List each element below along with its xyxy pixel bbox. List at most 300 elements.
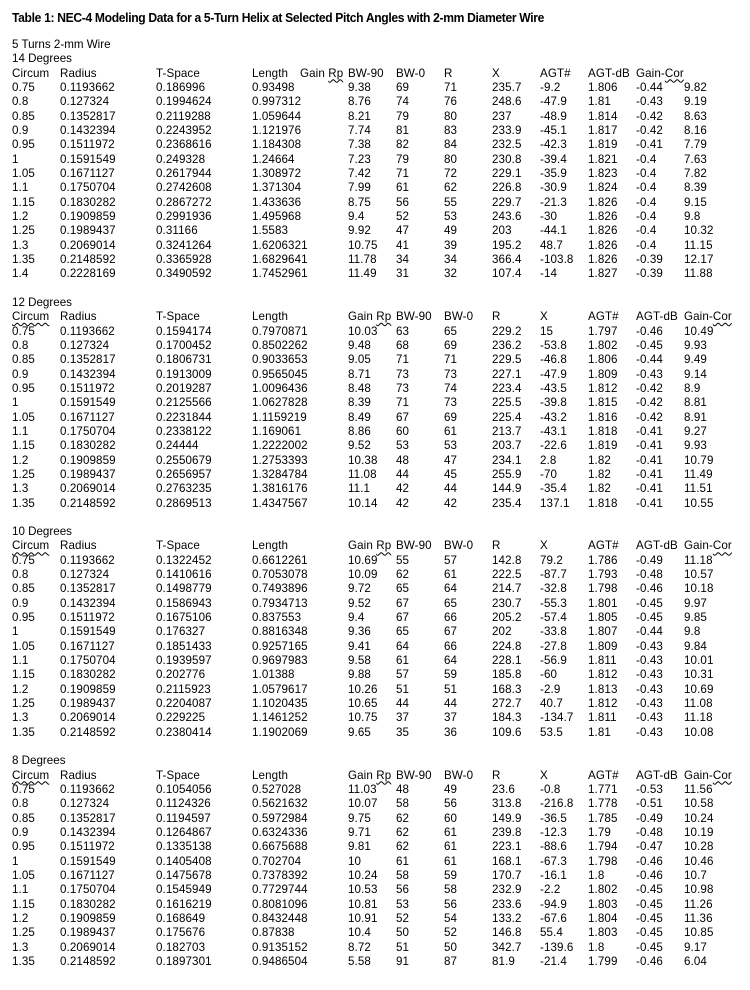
cell-gain-rp: 8.48	[348, 381, 371, 395]
cell-length: 0.93498	[252, 80, 295, 94]
cell-x: -216.8	[540, 797, 574, 811]
cell-agt-db: -0.4	[636, 209, 657, 223]
column-header-bw-0: BW-0	[444, 539, 474, 553]
cell-r: 226.8	[492, 181, 522, 195]
cell-gain-rp: 10.4	[348, 926, 371, 940]
cell-circum: 1.25	[12, 926, 35, 940]
cell-x: -48.9	[540, 109, 567, 123]
cell-bw-90: 55	[396, 553, 410, 567]
cell-bw-90: 67	[396, 611, 410, 625]
cell-agt: 1.806	[588, 353, 618, 367]
cell-gain-cor: 9.17	[684, 940, 707, 954]
cell-radius: 0.1511972	[60, 138, 115, 152]
cell-gain-rp: 7.74	[348, 123, 371, 137]
cell-bw-90: 50	[396, 926, 410, 940]
cell-x: -139.6	[540, 940, 574, 954]
cell-agt-db: -0.44	[636, 80, 663, 94]
column-header-bw-0: BW-0	[444, 310, 474, 324]
cell-circum: 0.95	[12, 840, 35, 854]
cell-r: 133.2	[492, 912, 522, 926]
cell-circum: 0.75	[12, 80, 35, 94]
cell-x: -88.6	[540, 840, 567, 854]
cell-bw-0: 80	[444, 109, 458, 123]
cell-radius: 0.1432394	[60, 367, 116, 381]
cell-radius: 0.1511972	[60, 840, 115, 854]
cell-circum: 1.3	[12, 711, 29, 725]
cell-gain-cor: 8.81	[684, 396, 707, 410]
cell-length: 0.7493896	[252, 582, 308, 596]
cell-radius: 0.1750704	[60, 654, 116, 668]
cell-t-space: 0.1054056	[156, 783, 212, 797]
table-row	[0, 425, 750, 439]
cell-radius: 0.1511972	[60, 611, 115, 625]
table-row	[0, 597, 750, 611]
table-row	[0, 941, 750, 955]
section-spacer	[0, 282, 750, 296]
cell-gain-cor: 10.98	[684, 883, 714, 897]
cell-length: 0.7970871	[252, 324, 308, 338]
cell-length: 1.5583	[252, 224, 289, 238]
cell-agt: 1.82	[588, 453, 611, 467]
cell-gain-cor: 9.82	[684, 80, 707, 94]
table-row	[0, 411, 750, 425]
cell-x: -22.6	[540, 439, 567, 453]
table-row	[0, 267, 750, 281]
cell-length: 0.9033653	[252, 353, 308, 367]
cell-x: -39.8	[540, 396, 567, 410]
cell-radius: 0.1432394	[60, 826, 116, 840]
cell-agt: 1.804	[588, 912, 618, 926]
cell-r: 229.2	[492, 324, 522, 338]
cell-gain-cor: 11.36	[684, 912, 713, 926]
cell-radius: 0.1989437	[60, 224, 116, 238]
cell-gain-rp: 11.03	[348, 783, 377, 797]
cell-radius: 0.1989437	[60, 467, 116, 481]
cell-bw-90: 67	[396, 410, 410, 424]
cell-gain-rp: 9.41	[348, 639, 371, 653]
cell-r: 203.7	[492, 439, 522, 453]
cell-gain-rp: 8.75	[348, 195, 371, 209]
cell-circum: 1.15	[12, 195, 35, 209]
cell-length: 1.1159219	[252, 410, 307, 424]
cell-gain-cor: 11.18	[684, 711, 713, 725]
cell-bw-0: 69	[444, 410, 458, 424]
cell-bw-90: 73	[396, 367, 410, 381]
cell-agt: 1.821	[588, 152, 618, 166]
cell-bw-0: 76	[444, 95, 458, 109]
cell-x: -57.4	[540, 611, 567, 625]
cell-radius: 0.1750704	[60, 883, 116, 897]
cell-x: -2.9	[540, 682, 561, 696]
cell-x: -12.3	[540, 826, 567, 840]
cell-agt: 1.816	[588, 410, 618, 424]
cell-r: 146.8	[492, 926, 522, 940]
cell-gain-rp: 10.03	[348, 324, 378, 338]
cell-bw-0: 44	[444, 697, 458, 711]
cell-circum: 1	[12, 854, 19, 868]
cell-agt: 1.785	[588, 811, 618, 825]
table-row	[0, 955, 750, 969]
cell-gain-rp: 11.1	[348, 482, 371, 496]
cell-agt: 1.819	[588, 439, 618, 453]
cell-bw-90: 81	[396, 123, 410, 137]
cell-gain-rp: 10.65	[348, 697, 378, 711]
cell-radius: 0.127324	[60, 95, 110, 109]
cell-agt: 1.793	[588, 568, 618, 582]
cell-gain-cor: 9.8	[684, 625, 701, 639]
cell-agt: 1.826	[588, 195, 618, 209]
cell-circum: 1.35	[12, 496, 35, 510]
column-header-circum: Circum	[12, 768, 50, 782]
cell-gain-cor: 11.51	[684, 482, 713, 496]
table-row	[0, 339, 750, 353]
cell-bw-90: 52	[396, 912, 410, 926]
cell-circum: 0.8	[12, 797, 29, 811]
cell-agt: 1.82	[588, 467, 611, 481]
cell-bw-90: 44	[396, 697, 410, 711]
cell-gain-rp: 10.91	[348, 912, 378, 926]
cell-gain-cor: 10.58	[684, 797, 714, 811]
cell-r: 230.7	[492, 596, 522, 610]
table-row	[0, 396, 750, 410]
cell-r: 255.9	[492, 467, 522, 481]
cell-bw-90: 61	[396, 181, 410, 195]
cell-agt-db: -0.4	[636, 152, 657, 166]
cell-gain-rp: 10.38	[348, 453, 378, 467]
cell-r: 342.7	[492, 940, 522, 954]
cell-circum: 0.9	[12, 826, 29, 840]
cell-circum: 0.95	[12, 138, 35, 152]
cell-radius: 0.1909859	[60, 209, 116, 223]
cell-bw-0: 52	[444, 926, 458, 940]
cell-agt: 1.812	[588, 668, 618, 682]
table-row	[0, 81, 750, 95]
table-row	[0, 325, 750, 339]
cell-gain-cor: 9.27	[684, 424, 707, 438]
cell-t-space: 0.1616219	[156, 897, 212, 911]
cell-agt-db: -0.42	[636, 123, 663, 137]
cell-radius: 0.1352817	[60, 109, 116, 123]
cell-circum: 1.05	[12, 166, 35, 180]
cell-bw-90: 52	[396, 209, 410, 223]
cell-agt-db: -0.41	[636, 453, 663, 467]
cell-radius: 0.1591549	[60, 152, 116, 166]
cell-agt-db: -0.46	[636, 869, 663, 883]
column-header-bw-90: BW-90	[348, 66, 384, 80]
table-row	[0, 783, 750, 797]
cell-agt-db: -0.45	[636, 596, 663, 610]
cell-r: 223.1	[492, 840, 522, 854]
cell-gain-cor: 8.9	[684, 381, 701, 395]
cell-agt: 1.809	[588, 639, 618, 653]
cell-agt-db: -0.45	[636, 338, 663, 352]
table-row	[0, 468, 750, 482]
cell-radius: 0.1352817	[60, 811, 116, 825]
cell-bw-90: 62	[396, 840, 410, 854]
cell-t-space: 0.2338122	[156, 424, 212, 438]
cell-gain-rp: 7.23	[348, 152, 371, 166]
cell-circum: 0.9	[12, 367, 29, 381]
column-header-gain-rp: Gain Rp	[300, 66, 344, 80]
cell-agt: 1.82	[588, 482, 611, 496]
cell-gain-cor: 10.31	[684, 668, 714, 682]
subtitle: 5 Turns 2-mm Wire	[12, 38, 111, 51]
cell-agt: 1.778	[588, 797, 618, 811]
column-header-t-space: T-Space	[156, 768, 200, 782]
column-header-radius: Radius	[60, 310, 97, 324]
cell-agt: 1.797	[588, 324, 618, 338]
cell-agt: 1.818	[588, 424, 618, 438]
cell-radius: 0.1432394	[60, 596, 116, 610]
cell-radius: 0.1671127	[60, 639, 115, 653]
cell-x: 55.4	[540, 926, 563, 940]
cell-agt-db: -0.41	[636, 439, 663, 453]
cell-r: 142.8	[492, 553, 522, 567]
cell-agt-db: -0.45	[636, 611, 663, 625]
cell-bw-0: 59	[444, 668, 458, 682]
column-header-bw-90: BW-90	[396, 768, 432, 782]
cell-t-space: 0.2867272	[156, 195, 212, 209]
cell-x: -53.8	[540, 338, 567, 352]
cell-t-space: 0.2125566	[156, 396, 212, 410]
cell-r: 232.5	[492, 138, 522, 152]
cell-agt-db: -0.39	[636, 252, 663, 266]
cell-gain-cor: 11.15	[684, 238, 713, 252]
table-row	[0, 611, 750, 625]
cell-x: -21.4	[540, 955, 567, 968]
cell-x: -46.8	[540, 353, 567, 367]
cell-bw-0: 47	[444, 453, 458, 467]
cell-t-space: 0.1498779	[156, 582, 212, 596]
table-header-row	[0, 67, 750, 81]
column-header-t-space: T-Space	[156, 539, 200, 553]
cell-bw-0: 73	[444, 396, 458, 410]
cell-gain-rp: 8.21	[348, 109, 371, 123]
column-header-gain-cor: Gain-Cor	[684, 768, 732, 782]
cell-agt: 1.799	[588, 955, 618, 968]
cell-gain-rp: 10.81	[348, 897, 378, 911]
column-header-gain-cor: Gain-Cor	[684, 310, 732, 324]
cell-gain-cor: 10.28	[684, 840, 714, 854]
cell-agt: 1.798	[588, 854, 618, 868]
cell-length: 0.8432448	[252, 912, 308, 926]
cell-bw-0: 74	[444, 381, 458, 395]
cell-agt-db: -0.43	[636, 668, 663, 682]
cell-agt-db: -0.53	[636, 783, 663, 797]
table-row	[0, 797, 750, 811]
cell-gain-cor: 10.19	[684, 826, 714, 840]
column-header-x: X	[492, 66, 500, 80]
cell-bw-0: 83	[444, 123, 458, 137]
cell-gain-rp: 11.08	[348, 467, 377, 481]
cell-bw-90: 63	[396, 324, 410, 338]
cell-gain-cor: 8.63	[684, 109, 707, 123]
cell-x: -36.5	[540, 811, 567, 825]
cell-bw-90: 44	[396, 467, 410, 481]
cell-r: 227.1	[492, 367, 522, 381]
column-header-radius: Radius	[60, 768, 97, 782]
cell-bw-0: 71	[444, 353, 458, 367]
table-row	[0, 883, 750, 897]
table-row	[0, 153, 750, 167]
section-8-degrees	[0, 754, 750, 969]
cell-gain-cor: 10.32	[684, 224, 714, 238]
cell-length: 0.7729744	[252, 883, 308, 897]
cell-t-space: 0.2119288	[156, 109, 211, 123]
cell-agt-db: -0.51	[636, 797, 663, 811]
table-row	[0, 898, 750, 912]
cell-circum: 0.85	[12, 109, 35, 123]
cell-bw-0: 80	[444, 152, 458, 166]
cell-gain-rp: 7.99	[348, 181, 371, 195]
cell-length: 0.87838	[252, 926, 295, 940]
cell-t-space: 0.229225	[156, 711, 206, 725]
cell-bw-0: 56	[444, 897, 458, 911]
cell-bw-90: 69	[396, 80, 410, 94]
cell-length: 0.7934713	[252, 596, 308, 610]
cell-t-space: 0.2368616	[156, 138, 212, 152]
cell-length: 1.184308	[252, 138, 302, 152]
table-row	[0, 726, 750, 740]
cell-agt: 1.826	[588, 224, 618, 238]
cell-radius: 0.1989437	[60, 926, 116, 940]
cell-t-space: 0.2742608	[156, 181, 212, 195]
cell-agt-db: -0.48	[636, 568, 663, 582]
cell-r: 149.9	[492, 811, 522, 825]
cell-agt-db: -0.43	[636, 682, 663, 696]
cell-gain-rp: 9.71	[348, 826, 371, 840]
cell-circum: 0.9	[12, 596, 29, 610]
cell-length: 0.6612261	[252, 553, 308, 567]
cell-circum: 0.85	[12, 582, 35, 596]
table-row	[0, 855, 750, 869]
column-header-agt-db: AGT-dB	[588, 66, 630, 80]
cell-gain-rp: 10.26	[348, 682, 378, 696]
cell-r: 229.7	[492, 195, 522, 209]
cell-agt-db: -0.42	[636, 396, 663, 410]
cell-gain-rp: 9.81	[348, 840, 371, 854]
cell-r: 144.9	[492, 482, 522, 496]
cell-r: 205.2	[492, 611, 522, 625]
cell-radius: 0.2148592	[60, 725, 116, 739]
cell-bw-90: 65	[396, 582, 410, 596]
column-header-bw-0: BW-0	[396, 66, 426, 80]
cell-bw-90: 79	[396, 109, 410, 123]
cell-bw-90: 91	[396, 955, 410, 968]
cell-gain-cor: 10.01	[684, 654, 714, 668]
cell-t-space: 0.1897301	[156, 955, 212, 968]
cell-radius: 0.1830282	[60, 195, 116, 209]
cell-agt-db: -0.43	[636, 654, 663, 668]
cell-circum: 1	[12, 152, 19, 166]
column-header-agt-db: AGT-dB	[636, 539, 678, 553]
cell-radius: 0.1989437	[60, 697, 116, 711]
cell-radius: 0.1193662	[60, 80, 115, 94]
cell-gain-rp: 7.38	[348, 138, 371, 152]
cell-r: 224.8	[492, 639, 522, 653]
cell-gain-rp: 9.05	[348, 353, 371, 367]
cell-agt: 1.817	[588, 123, 618, 137]
cell-radius: 0.2148592	[60, 496, 116, 510]
cell-agt-db: -0.47	[636, 840, 663, 854]
cell-agt: 1.815	[588, 396, 618, 410]
cell-bw-0: 36	[444, 725, 458, 739]
table-row	[0, 124, 750, 138]
cell-circum: 1.1	[12, 181, 29, 195]
cell-radius: 0.1671127	[60, 166, 115, 180]
cell-agt: 1.805	[588, 611, 618, 625]
cell-length: 1.121976	[252, 123, 302, 137]
cell-gain-cor: 9.15	[684, 195, 707, 209]
cell-gain-rp: 9.52	[348, 596, 371, 610]
cell-gain-rp: 10.53	[348, 883, 378, 897]
cell-t-space: 0.1700452	[156, 338, 212, 352]
cell-radius: 0.1671127	[60, 869, 115, 883]
cell-radius: 0.1909859	[60, 682, 116, 696]
column-header-gain-cor: Gain-Cor	[636, 66, 684, 80]
table-row	[0, 668, 750, 682]
cell-gain-rp: 9.38	[348, 80, 371, 94]
cell-x: -35.4	[540, 482, 567, 496]
cell-circum: 0.95	[12, 611, 35, 625]
cell-r: 202	[492, 625, 512, 639]
cell-circum: 0.75	[12, 783, 35, 797]
cell-agt-db: -0.4	[636, 238, 657, 252]
cell-bw-0: 69	[444, 338, 458, 352]
cell-t-space: 0.202776	[156, 668, 206, 682]
column-header-length: Length	[252, 539, 289, 553]
cell-t-space: 0.2617944	[156, 166, 212, 180]
cell-gain-rp: 9.52	[348, 439, 371, 453]
cell-r: 223.4	[492, 381, 522, 395]
cell-r: 232.9	[492, 883, 522, 897]
section-spacer	[0, 511, 750, 525]
cell-x: -32.8	[540, 582, 567, 596]
cell-length: 1.308972	[252, 166, 302, 180]
cell-length: 1.7452961	[252, 267, 308, 281]
cell-agt-db: -0.45	[636, 883, 663, 897]
cell-agt-db: -0.4	[636, 181, 657, 195]
column-header-gain-rp: Gain Rp	[348, 768, 392, 782]
cell-bw-90: 74	[396, 95, 410, 109]
cell-x: -45.1	[540, 123, 567, 137]
cell-circum: 0.8	[12, 568, 29, 582]
cell-r: 107.4	[492, 267, 522, 281]
cell-length: 0.8502262	[252, 338, 308, 352]
cell-length: 0.6324336	[252, 826, 308, 840]
cell-agt-db: -0.4	[636, 224, 657, 238]
cell-gain-rp: 8.76	[348, 95, 371, 109]
cell-circum: 1.3	[12, 482, 29, 496]
cell-bw-0: 37	[444, 711, 458, 725]
column-header-agt-db: AGT-dB	[636, 768, 678, 782]
cell-circum: 1.25	[12, 697, 35, 711]
table-header-row	[0, 769, 750, 783]
cell-gain-rp: 11.49	[348, 267, 377, 281]
table-row	[0, 239, 750, 253]
cell-length: 1.24664	[252, 152, 295, 166]
column-header-agt: AGT#	[588, 310, 619, 324]
cell-agt-db: -0.48	[636, 826, 663, 840]
cell-bw-90: 56	[396, 195, 410, 209]
cell-bw-0: 34	[444, 252, 458, 266]
cell-circum: 0.9	[12, 123, 29, 137]
cell-gain-rp: 10.75	[348, 711, 378, 725]
cell-t-space: 0.1913009	[156, 367, 212, 381]
cell-gain-cor: 9.85	[684, 611, 707, 625]
cell-length: 1.1020435	[252, 697, 308, 711]
cell-bw-0: 64	[444, 582, 458, 596]
